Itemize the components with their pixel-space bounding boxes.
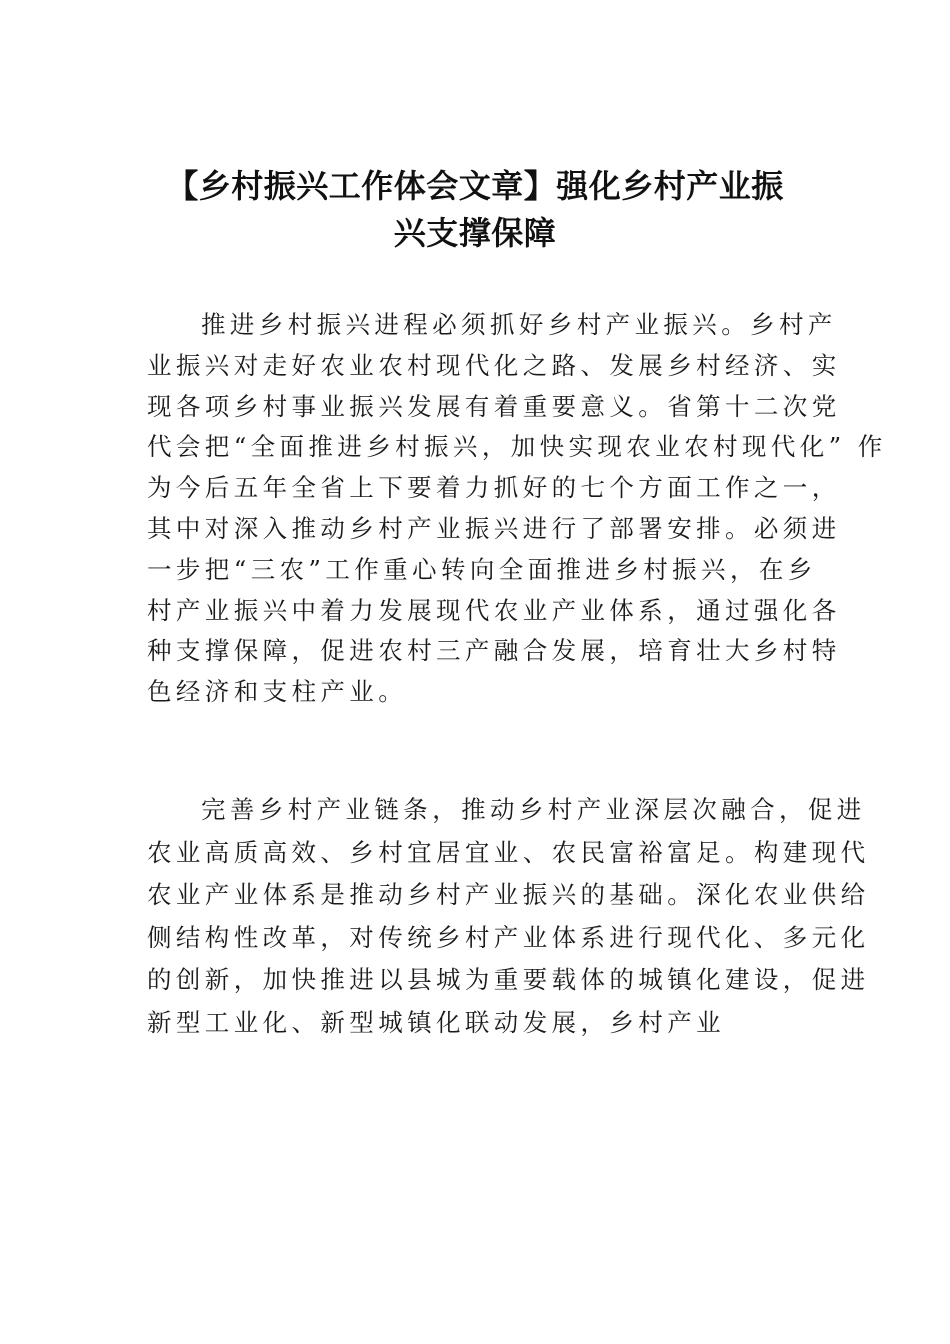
paragraph-line: 农业产业体系是推动乡村产业振兴的基础。深化农业供给 xyxy=(147,880,870,909)
paragraph-line: 推进乡村振兴进程必须抓好乡村产业振兴。乡村产 xyxy=(201,310,837,339)
title-line: 【乡村振兴工作体会文章】强化乡村产业振 xyxy=(166,167,784,205)
paragraph-line: 一步把“三农”工作重心转向全面推进乡村振兴，在乡 xyxy=(147,554,817,584)
paragraph-line: 种支撑保障，促进农村三产融合发展，培育壮大乡村特 xyxy=(147,636,841,666)
paragraph-line: 农业高质高效、乡村宜居宜业、农民富裕富足。构建现代 xyxy=(147,837,870,867)
paragraph-line: 现各项乡村事业振兴发展有着重要意义。省第十二次党 xyxy=(147,391,841,421)
paragraph-line: 色经济和支柱产业。 xyxy=(147,677,408,707)
paragraph-line: 新型工业化、新型城镇化联动发展，乡村产业 xyxy=(147,1007,725,1037)
paragraph-line: 其中对深入推动乡村产业振兴进行了部署安排。必须进 xyxy=(147,513,841,543)
paragraph-line: 代会把“全面推进乡村振兴，加快实现农业农村现代化” 作 xyxy=(147,432,887,462)
document-title xyxy=(120,163,830,257)
paragraph-line: 村产业振兴中着力发展现代农业产业体系，通过强化各 xyxy=(147,595,841,625)
paragraph-line: 为今后五年全省上下要着力抓好的七个方面工作之一， xyxy=(147,473,841,503)
paragraph-line: 的创新，加快推进以县城为重要载体的城镇化建设，促进 xyxy=(147,965,870,994)
paragraph-1 xyxy=(147,305,887,713)
paragraph-line: 侧结构性改革，对传统乡村产业体系进行现代化、多元化 xyxy=(147,922,870,952)
title-line: 兴支撑保障 xyxy=(393,214,557,252)
paragraph-2 xyxy=(147,789,870,1044)
paragraph-line: 业振兴对走好农业农村现代化之路、发展乡村经济、实 xyxy=(147,350,841,380)
paragraph-line: 完善乡村产业链条，推动乡村产业深层次融合，促进 xyxy=(201,795,866,824)
